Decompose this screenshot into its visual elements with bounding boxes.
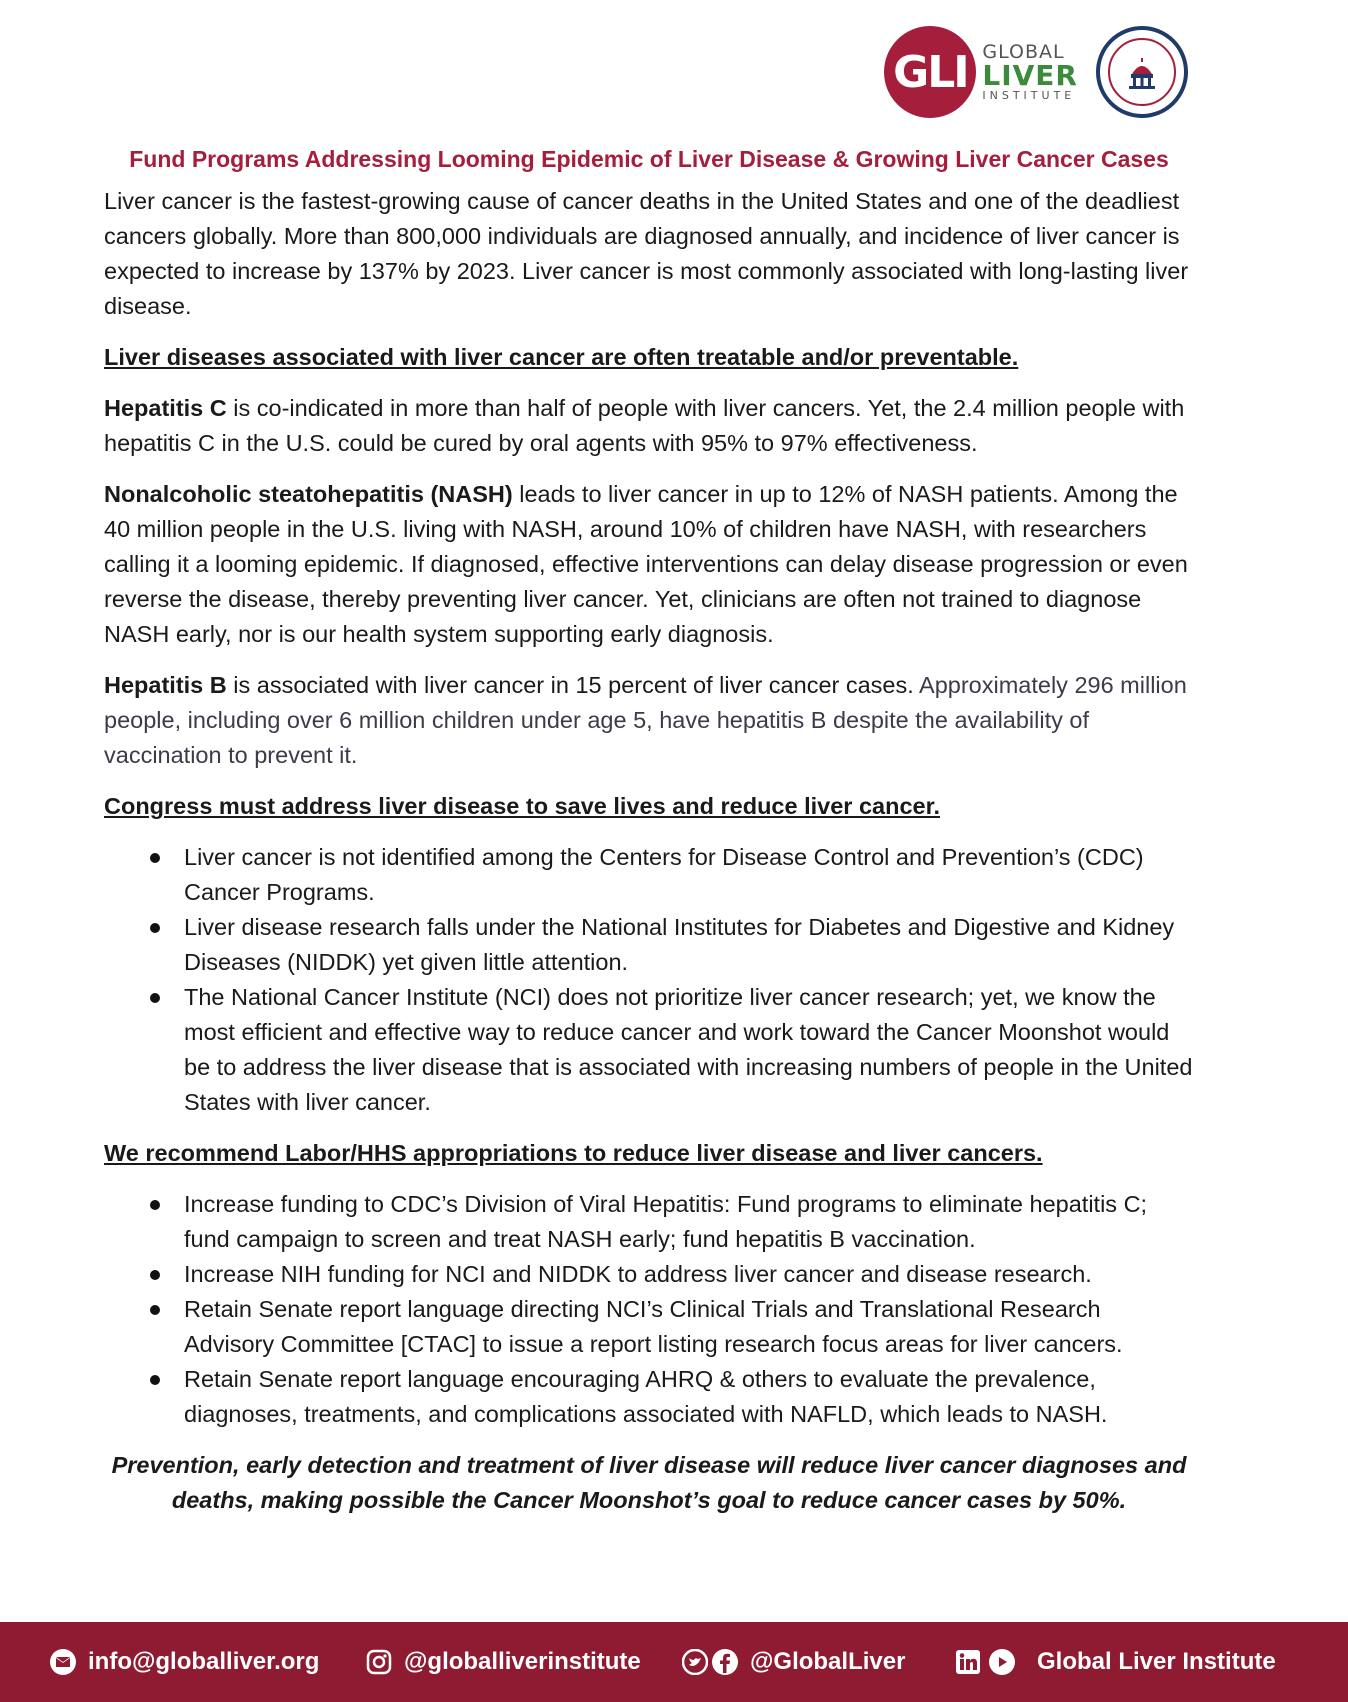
footer-bar [0, 1622, 1348, 1702]
hepatitis-c-lead: Hepatitis C [104, 395, 227, 421]
footer-twitter-text[interactable]: @GlobalLiver [750, 1648, 906, 1675]
intro-paragraph: Liver cancer is the fastest-growing cause of cancer deaths in the United States and one of the deadliest cancers globally. More than 800,000 individuals are diagnosed annually, and incidence of liver cancer is expected to increase by 137% by 2023. Liver cancer is most commonly associated with long-lasting liver disease. [104, 188, 1189, 319]
page-title: Fund Programs Addressing Looming Epidemic of Liver Disease & Growing Liver Cancer Cases [129, 146, 1169, 172]
nash-paragraph [104, 477, 1194, 652]
list-item: Increase NIH funding for NCI and NIDDK to address liver cancer and disease research. [104, 1257, 1194, 1292]
hepatitis-b-text: is associated with liver cancer in 15 percent of liver cancer cases. [226, 672, 920, 698]
document-body [104, 142, 1194, 1518]
youtube-icon [989, 1649, 1015, 1675]
footer-institute-text[interactable]: Global Liver Institute [1037, 1648, 1276, 1675]
list-item: The National Cancer Institute (NCI) does not prioritize liver cancer research; yet, we know the most efficient and effective way to reduce cancer and work toward the Cancer Moonshot would be to address the liver disease that is associated with increasing numbers of people in the United States with liver cancer. [104, 980, 1194, 1120]
list-item: Retain Senate report language directing NCI’s Clinical Trials and Translational Research Advisory Committee [CTAC] to issue a report listing research focus areas for liver cancers. [104, 1292, 1194, 1362]
logo-line-global: GLOBAL [982, 41, 1065, 63]
hepatitis-b-paragraph [104, 668, 1194, 773]
nash-text: leads to liver cancer in up to 12% of NASH patients. Among the 40 million people in the U.S. living with NASH, around 10% of children have NASH, with researchers calling it a looming epidemic. If diagnosed, effective interventions can delay disease progression or even reverse the disease, thereby preventing liver cancer. Yet, clinicians are often not trained to diagnose NASH early, nor is our health system supporting early diagnosis. [104, 481, 1188, 647]
header-logos [884, 26, 1188, 118]
list-item: Retain Senate report language encouraging AHRQ & others to evaluate the prevalence, diagnoses, treatments, and complications associated with NAFLD, which leads to NASH. [104, 1362, 1194, 1432]
liver-health-policy-seal [1096, 26, 1188, 118]
twitter-icon [682, 1649, 708, 1675]
nash-lead: Nonalcoholic steatohepatitis (NASH) [104, 481, 513, 507]
hepatitis-b-text-2: Approximately 296 million people, including over 6 million children under age 5, have hepatitis B despite the availability of vaccination to prevent it. [104, 672, 1187, 768]
footer-instagram[interactable] [366, 1648, 641, 1676]
gli-logo-mark: GLI [884, 26, 976, 118]
footer-instagram-text[interactable]: @globalliverinstitute [404, 1648, 641, 1675]
list-item: Increase funding to CDC’s Division of Viral Hepatitis: Fund programs to eliminate hepatitis C; fund campaign to screen and treat NASH early; fund hepatitis B vaccination. [104, 1187, 1194, 1257]
gli-logo [884, 26, 1078, 118]
footer-twitter-facebook[interactable] [682, 1648, 905, 1676]
instagram-icon [366, 1649, 392, 1675]
list-item: Liver disease research falls under the National Institutes for Diabetes and Digestive and Kidney Diseases (NIDDK) yet given little attention. [104, 910, 1194, 980]
linkedin-icon [955, 1649, 981, 1675]
logo-line-liver: LIVER [982, 59, 1078, 92]
recommendations-list [104, 1187, 1194, 1432]
section-heading-recommendations: We recommend Labor/HHS appropriations to reduce liver disease and liver cancers. [104, 1140, 1043, 1166]
section-heading-treatable: Liver diseases associated with liver cancer are often treatable and/or preventable. [104, 344, 1019, 370]
facebook-icon [712, 1649, 738, 1675]
closing-statement: Prevention, early detection and treatment of liver disease will reduce liver cancer diagnoses and deaths, making possible the Cancer Moonshot’s goal to reduce cancer cases by 50%. [111, 1452, 1187, 1513]
logo-line-institute: INSTITUTE [982, 89, 1076, 102]
hepatitis-c-paragraph [104, 391, 1194, 461]
gli-logo-wordmark [982, 43, 1078, 101]
hepatitis-b-lead: Hepatitis B [104, 672, 227, 698]
footer-email-text[interactable]: info@globalliver.org [88, 1648, 320, 1675]
footer-email[interactable] [50, 1648, 319, 1676]
email-icon [50, 1649, 76, 1675]
section-heading-congress: Congress must address liver disease to save lives and reduce liver cancer. [104, 793, 940, 819]
hepatitis-c-text: is co-indicated in more than half of people with liver cancers. Yet, the 2.4 million people with hepatitis C in the U.S. could be cured by oral agents with 95% to 97% effectiveness. [104, 395, 1185, 456]
congress-list [104, 840, 1194, 1120]
footer-linkedin-youtube[interactable] [955, 1648, 1276, 1676]
list-item: Liver cancer is not identified among the Centers for Disease Control and Prevention’s (CDC) Cancer Programs. [104, 840, 1194, 910]
capitol-dome-icon [1122, 52, 1162, 92]
